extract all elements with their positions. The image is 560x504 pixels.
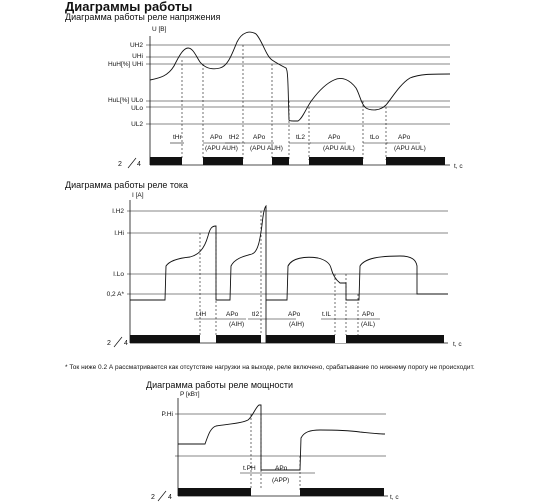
relay-label: 4 <box>124 340 128 347</box>
current-diagram-title: Диаграмма работы реле тока <box>65 180 189 190</box>
annotation-label: tL2 <box>296 134 306 141</box>
annotation-label: tHr <box>173 134 182 141</box>
relay-label: 4 <box>137 161 141 168</box>
current-x-axis-label: t, с <box>453 341 462 348</box>
footnote: * Ток ниже 0.2 А рассматривается как отсутствие нагрузки на выходе, реле включено, срабатывание по нижнему порогу не происходит. <box>65 364 475 371</box>
annotation-label: APo <box>275 465 288 472</box>
current-diagram <box>107 192 463 348</box>
annotation-label: (APU AUH) <box>205 145 238 152</box>
annotation-label: APo <box>288 311 301 318</box>
level-label: HuL[%] ULo <box>107 97 143 104</box>
annotation-label: (AIH) <box>229 321 245 328</box>
power-x-axis-label: t, с <box>390 494 399 501</box>
annotation-label: APo <box>210 134 223 141</box>
annotation-label: tLo <box>370 134 380 141</box>
annotation-label: APo <box>328 134 341 141</box>
power-diagram-title: Диаграмма работы реле мощности <box>146 380 294 390</box>
level-label: 0,2 A* <box>106 291 124 298</box>
annotation-label: t.PH <box>243 465 256 472</box>
voltage-waveform <box>150 32 450 121</box>
relay-state-bars <box>130 335 444 343</box>
annotation-label: APo <box>398 134 411 141</box>
relay-state-bars <box>178 488 384 496</box>
annotation-label: (APU AUL) <box>394 145 426 152</box>
annotation-label: APo <box>253 134 266 141</box>
level-label: I.H2 <box>112 208 124 215</box>
voltage-diagram <box>108 26 463 170</box>
annotation-label: tH2 <box>229 134 240 141</box>
level-label: UH2 <box>129 42 143 49</box>
annotation-label: (APP) <box>272 477 290 484</box>
annotation-label: (APU AUH) <box>250 145 283 152</box>
level-label: P.Hi <box>161 411 173 418</box>
voltage-diagram-title: Диаграмма работы реле напряжения <box>65 12 221 22</box>
relay-label: 2 <box>151 494 155 501</box>
relay-label: 4 <box>168 494 172 501</box>
annotation-label: t.IH <box>196 311 207 318</box>
annotation-label: (AIL) <box>361 321 376 328</box>
voltage-y-axis-label: U [В] <box>152 26 167 33</box>
voltage-x-axis-label: t, с <box>454 163 463 170</box>
relay-label: 2 <box>118 161 122 168</box>
power-y-axis-label: P [кВт] <box>180 391 200 398</box>
annotation-label: t.IL <box>322 311 332 318</box>
level-label: I.Lo <box>113 271 124 278</box>
annotation-label: (AIH) <box>289 321 305 328</box>
page-title: Диаграммы работы <box>65 0 193 14</box>
power-diagram <box>151 391 399 501</box>
level-label: HuH[%] UHi <box>107 61 143 68</box>
level-label: UHi <box>132 53 143 60</box>
level-label: ULo <box>131 105 143 112</box>
relay-label: 2 <box>107 340 111 347</box>
annotation-label: APo <box>362 311 375 318</box>
level-label: UL2 <box>131 121 143 128</box>
relay-state-bars <box>150 157 445 165</box>
power-waveform <box>178 405 385 470</box>
annotation-label: tI2 <box>252 311 260 318</box>
level-label: I.Hi <box>114 230 124 237</box>
annotation-label: APo <box>226 311 239 318</box>
current-y-axis-label: I [A] <box>132 192 144 199</box>
annotation-label: (APU AUL) <box>323 145 355 152</box>
